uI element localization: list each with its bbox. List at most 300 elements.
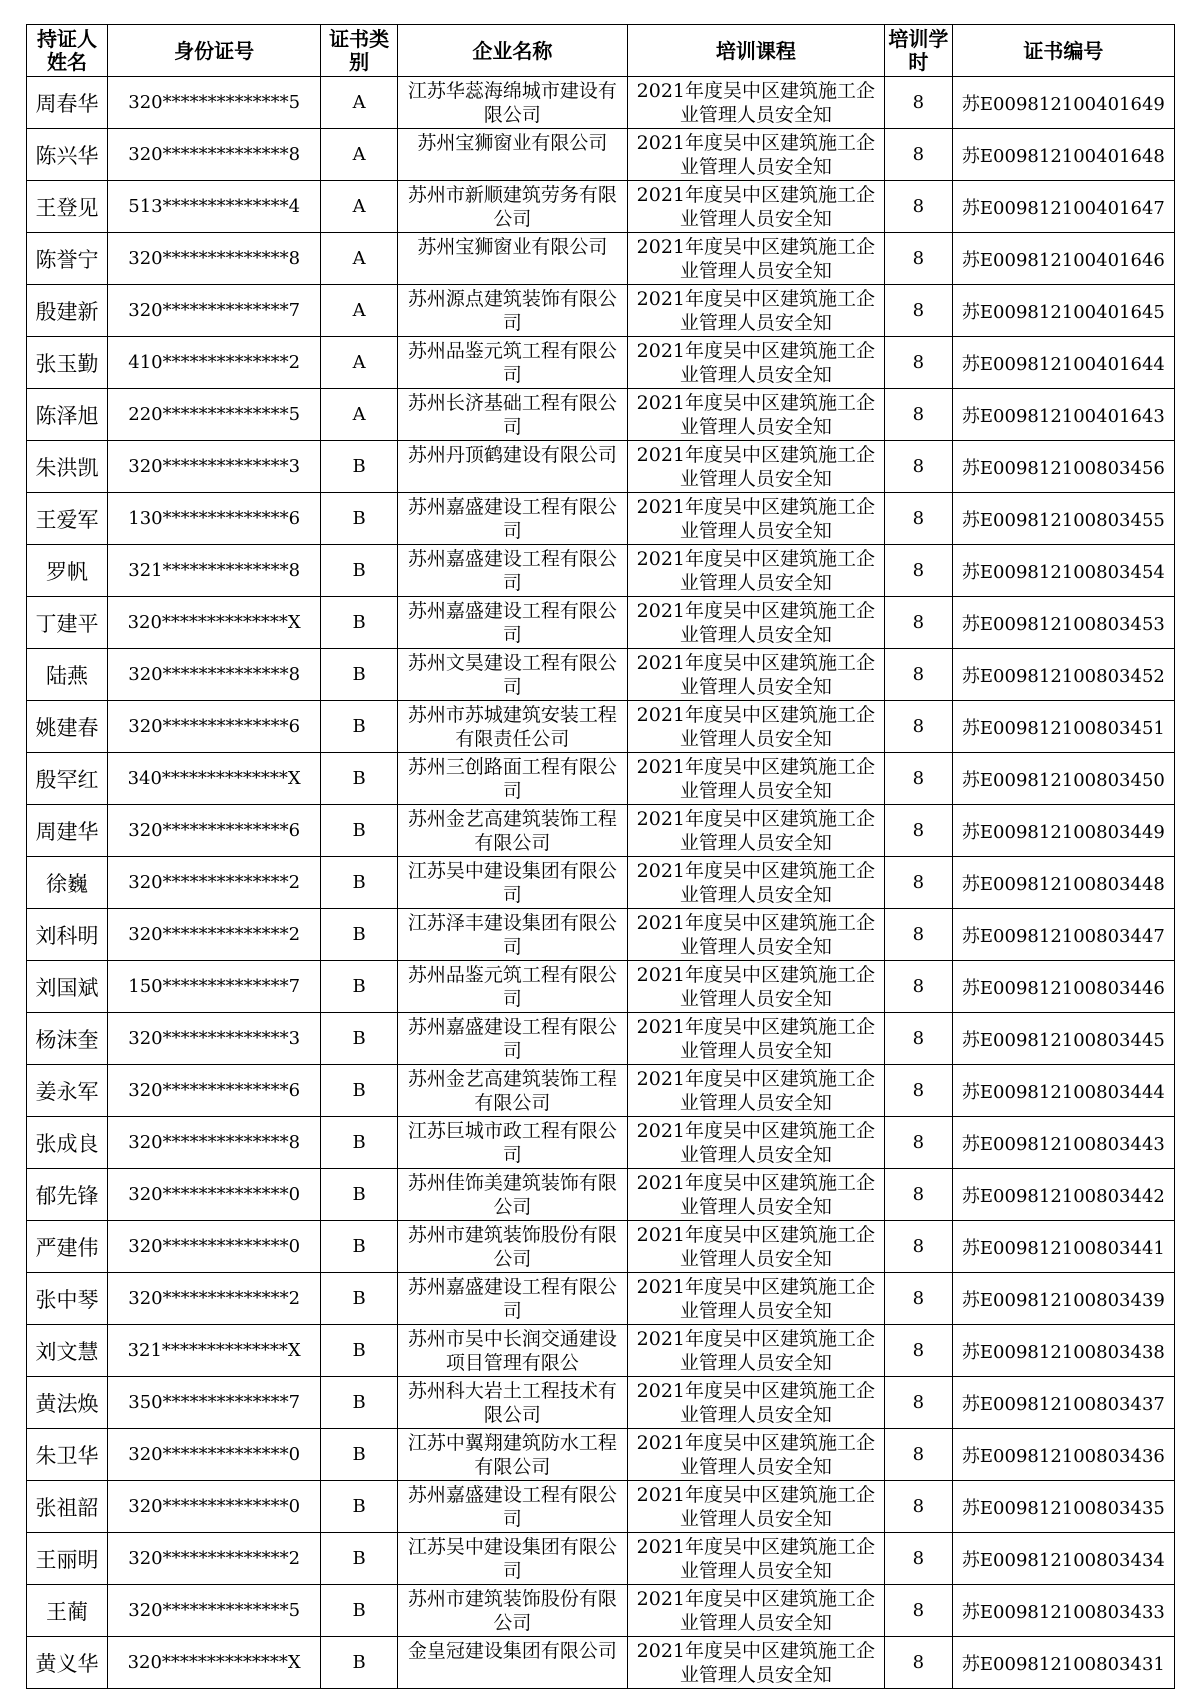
id-number-cell: 513**************4 bbox=[107, 181, 320, 233]
company-name-cell bbox=[397, 701, 627, 753]
id-number-cell: 320**************0 bbox=[107, 1221, 320, 1273]
course-cell-text: 2021年度吴中区建筑施工企业管理人员安全知 bbox=[636, 79, 876, 126]
course-cell-text: 2021年度吴中区建筑施工企业管理人员安全知 bbox=[636, 391, 876, 438]
holder-name-cell: 殷建新 bbox=[27, 285, 108, 337]
course-cell-text: 2021年度吴中区建筑施工企业管理人员安全知 bbox=[636, 1119, 876, 1166]
company-name-cell bbox=[397, 77, 627, 129]
course-cell bbox=[627, 233, 884, 285]
course-cell bbox=[627, 1325, 884, 1377]
id-number-cell: 320**************0 bbox=[107, 1169, 320, 1221]
id-number-cell: 320**************5 bbox=[107, 1585, 320, 1637]
holder-name-cell: 张成良 bbox=[27, 1117, 108, 1169]
company-name-cell-text: 苏州嘉盛建设工程有限公司 bbox=[407, 599, 617, 646]
company-name-cell-text: 苏州市吴中长润交通建设项目管理有限公 bbox=[407, 1327, 617, 1374]
course-cell-text: 2021年度吴中区建筑施工企业管理人员安全知 bbox=[636, 1639, 876, 1686]
company-name-cell bbox=[397, 649, 627, 701]
course-cell-text: 2021年度吴中区建筑施工企业管理人员安全知 bbox=[636, 963, 876, 1010]
company-name-cell-text: 苏州市建筑装饰股份有限公司 bbox=[407, 1223, 617, 1270]
course-cell-text: 2021年度吴中区建筑施工企业管理人员安全知 bbox=[636, 1223, 876, 1270]
table-row bbox=[27, 1065, 1175, 1117]
course-cell bbox=[627, 545, 884, 597]
category-cell: B bbox=[321, 909, 398, 961]
company-name-cell-text: 苏州品鉴元筑工程有限公司 bbox=[407, 339, 617, 386]
table-row bbox=[27, 1429, 1175, 1481]
company-name-cell bbox=[397, 545, 627, 597]
course-cell bbox=[627, 597, 884, 649]
company-name-cell-text: 苏州三创路面工程有限公司 bbox=[407, 755, 617, 802]
table-row bbox=[27, 1221, 1175, 1273]
company-name-cell bbox=[397, 753, 627, 805]
course-cell bbox=[627, 753, 884, 805]
hours-cell: 8 bbox=[884, 1429, 952, 1481]
company-name-cell bbox=[397, 1169, 627, 1221]
company-name-cell-text: 苏州金艺高建筑装饰工程有限公司 bbox=[407, 1067, 617, 1114]
course-cell-text: 2021年度吴中区建筑施工企业管理人员安全知 bbox=[636, 547, 876, 594]
hours-cell: 8 bbox=[884, 233, 952, 285]
category-cell: B bbox=[321, 1013, 398, 1065]
hours-cell: 8 bbox=[884, 285, 952, 337]
certificate-number-cell: 苏E009812100401647 bbox=[952, 181, 1174, 233]
course-cell-text: 2021年度吴中区建筑施工企业管理人员安全知 bbox=[636, 1483, 876, 1530]
company-name-cell bbox=[397, 337, 627, 389]
category-cell: B bbox=[321, 1377, 398, 1429]
course-cell bbox=[627, 1117, 884, 1169]
company-name-cell-text: 苏州丹顶鹤建设有限公司 bbox=[407, 443, 617, 466]
hours-cell: 8 bbox=[884, 857, 952, 909]
company-name-cell-text: 江苏吴中建设集团有限公司 bbox=[407, 859, 617, 906]
hours-cell: 8 bbox=[884, 1637, 952, 1689]
course-cell-text: 2021年度吴中区建筑施工企业管理人员安全知 bbox=[636, 703, 876, 750]
company-name-cell bbox=[397, 961, 627, 1013]
hours-cell: 8 bbox=[884, 129, 952, 181]
holder-name-cell: 姜永军 bbox=[27, 1065, 108, 1117]
course-cell-text: 2021年度吴中区建筑施工企业管理人员安全知 bbox=[636, 911, 876, 958]
hours-cell: 8 bbox=[884, 1117, 952, 1169]
company-name-cell-text: 江苏中翼翔建筑防水工程有限公司 bbox=[407, 1431, 617, 1478]
certificate-number-cell: 苏E009812100803433 bbox=[952, 1585, 1174, 1637]
certificate-number-cell: 苏E009812100803434 bbox=[952, 1533, 1174, 1585]
course-cell-text: 2021年度吴中区建筑施工企业管理人员安全知 bbox=[636, 1587, 876, 1634]
category-cell: B bbox=[321, 805, 398, 857]
header-id: 身份证号 bbox=[107, 25, 320, 77]
hours-cell: 8 bbox=[884, 1481, 952, 1533]
table-row bbox=[27, 597, 1175, 649]
company-name-cell-text: 苏州文昊建设工程有限公司 bbox=[407, 651, 617, 698]
course-cell-text: 2021年度吴中区建筑施工企业管理人员安全知 bbox=[636, 651, 876, 698]
table-row bbox=[27, 649, 1175, 701]
table-row bbox=[27, 441, 1175, 493]
holder-name-cell: 朱洪凯 bbox=[27, 441, 108, 493]
course-cell bbox=[627, 701, 884, 753]
company-name-cell bbox=[397, 1325, 627, 1377]
course-cell-text: 2021年度吴中区建筑施工企业管理人员安全知 bbox=[636, 287, 876, 334]
id-number-cell: 320**************6 bbox=[107, 1065, 320, 1117]
company-name-cell-text: 苏州市新顺建筑劳务有限公司 bbox=[407, 183, 617, 230]
table-row bbox=[27, 1273, 1175, 1325]
course-cell bbox=[627, 1585, 884, 1637]
course-cell-text: 2021年度吴中区建筑施工企业管理人员安全知 bbox=[636, 131, 876, 178]
category-cell: B bbox=[321, 1169, 398, 1221]
course-cell-text: 2021年度吴中区建筑施工企业管理人员安全知 bbox=[636, 1015, 876, 1062]
course-cell-text: 2021年度吴中区建筑施工企业管理人员安全知 bbox=[636, 1535, 876, 1582]
hours-cell: 8 bbox=[884, 1533, 952, 1585]
certificate-number-cell: 苏E009812100803451 bbox=[952, 701, 1174, 753]
company-name-cell bbox=[397, 1585, 627, 1637]
certificate-roster-table bbox=[26, 24, 1175, 1689]
category-cell: A bbox=[321, 77, 398, 129]
id-number-cell: 320**************0 bbox=[107, 1429, 320, 1481]
course-cell-text: 2021年度吴中区建筑施工企业管理人员安全知 bbox=[636, 235, 876, 282]
table-row bbox=[27, 701, 1175, 753]
course-cell bbox=[627, 337, 884, 389]
holder-name-cell: 张祖韶 bbox=[27, 1481, 108, 1533]
hours-cell: 8 bbox=[884, 545, 952, 597]
table-row bbox=[27, 493, 1175, 545]
holder-name-cell: 郁先锋 bbox=[27, 1169, 108, 1221]
certificate-number-cell: 苏E009812100803435 bbox=[952, 1481, 1174, 1533]
course-cell bbox=[627, 1637, 884, 1689]
table-row bbox=[27, 1481, 1175, 1533]
certificate-number-cell: 苏E009812100803456 bbox=[952, 441, 1174, 493]
id-number-cell: 320**************2 bbox=[107, 1273, 320, 1325]
course-cell bbox=[627, 441, 884, 493]
company-name-cell bbox=[397, 1013, 627, 1065]
header-course: 培训课程 bbox=[627, 25, 884, 77]
course-cell bbox=[627, 805, 884, 857]
table-row bbox=[27, 753, 1175, 805]
course-cell bbox=[627, 961, 884, 1013]
course-cell bbox=[627, 1429, 884, 1481]
category-cell: B bbox=[321, 597, 398, 649]
table-row bbox=[27, 337, 1175, 389]
table-row bbox=[27, 805, 1175, 857]
id-number-cell: 320**************8 bbox=[107, 649, 320, 701]
certificate-number-cell: 苏E009812100803446 bbox=[952, 961, 1174, 1013]
certificate-number-cell: 苏E009812100803443 bbox=[952, 1117, 1174, 1169]
hours-cell: 8 bbox=[884, 597, 952, 649]
id-number-cell: 320**************X bbox=[107, 597, 320, 649]
course-cell bbox=[627, 77, 884, 129]
table-row bbox=[27, 129, 1175, 181]
certificate-number-cell: 苏E009812100401643 bbox=[952, 389, 1174, 441]
certificate-number-cell: 苏E009812100803449 bbox=[952, 805, 1174, 857]
table-row bbox=[27, 285, 1175, 337]
course-cell bbox=[627, 1169, 884, 1221]
company-name-cell-text: 苏州市苏城建筑安装工程有限责任公司 bbox=[407, 703, 617, 750]
company-name-cell-text: 苏州宝狮窗业有限公司 bbox=[417, 131, 608, 154]
hours-cell: 8 bbox=[884, 1377, 952, 1429]
category-cell: B bbox=[321, 961, 398, 1013]
company-name-cell bbox=[397, 857, 627, 909]
certificate-number-cell: 苏E009812100803448 bbox=[952, 857, 1174, 909]
company-name-cell bbox=[397, 597, 627, 649]
hours-cell: 8 bbox=[884, 1273, 952, 1325]
holder-name-cell: 罗帆 bbox=[27, 545, 108, 597]
company-name-cell-text: 苏州源点建筑装饰有限公司 bbox=[407, 287, 617, 334]
course-cell bbox=[627, 1273, 884, 1325]
course-cell bbox=[627, 389, 884, 441]
hours-cell: 8 bbox=[884, 493, 952, 545]
course-cell-text: 2021年度吴中区建筑施工企业管理人员安全知 bbox=[636, 1171, 876, 1218]
course-cell-text: 2021年度吴中区建筑施工企业管理人员安全知 bbox=[636, 755, 876, 802]
id-number-cell: 340**************X bbox=[107, 753, 320, 805]
course-cell-text: 2021年度吴中区建筑施工企业管理人员安全知 bbox=[636, 339, 876, 386]
company-name-cell-text: 苏州佳饰美建筑装饰有限公司 bbox=[407, 1171, 617, 1218]
id-number-cell: 410**************2 bbox=[107, 337, 320, 389]
course-cell bbox=[627, 1221, 884, 1273]
table-row bbox=[27, 1377, 1175, 1429]
course-cell bbox=[627, 1065, 884, 1117]
id-number-cell: 320**************8 bbox=[107, 1117, 320, 1169]
holder-name-cell: 黄义华 bbox=[27, 1637, 108, 1689]
course-cell-text: 2021年度吴中区建筑施工企业管理人员安全知 bbox=[636, 1431, 876, 1478]
course-cell bbox=[627, 129, 884, 181]
company-name-cell-text: 苏州市建筑装饰股份有限公司 bbox=[407, 1587, 617, 1634]
table-row bbox=[27, 961, 1175, 1013]
certificate-number-cell: 苏E009812100803453 bbox=[952, 597, 1174, 649]
id-number-cell: 320**************6 bbox=[107, 701, 320, 753]
table-row bbox=[27, 545, 1175, 597]
course-cell-text: 2021年度吴中区建筑施工企业管理人员安全知 bbox=[636, 183, 876, 230]
hours-cell: 8 bbox=[884, 1585, 952, 1637]
id-number-cell: 320**************2 bbox=[107, 1533, 320, 1585]
certificate-number-cell: 苏E009812100803442 bbox=[952, 1169, 1174, 1221]
hours-cell: 8 bbox=[884, 77, 952, 129]
company-name-cell bbox=[397, 1533, 627, 1585]
table-body bbox=[27, 77, 1175, 1689]
category-cell: A bbox=[321, 233, 398, 285]
category-cell: B bbox=[321, 441, 398, 493]
course-cell-text: 2021年度吴中区建筑施工企业管理人员安全知 bbox=[636, 599, 876, 646]
table-row bbox=[27, 909, 1175, 961]
company-name-cell bbox=[397, 1377, 627, 1429]
course-cell bbox=[627, 285, 884, 337]
certificate-number-cell: 苏E009812100803455 bbox=[952, 493, 1174, 545]
holder-name-cell: 朱卫华 bbox=[27, 1429, 108, 1481]
hours-cell: 8 bbox=[884, 649, 952, 701]
company-name-cell bbox=[397, 909, 627, 961]
id-number-cell: 150**************7 bbox=[107, 961, 320, 1013]
category-cell: B bbox=[321, 1221, 398, 1273]
hours-cell: 8 bbox=[884, 441, 952, 493]
certificate-number-cell: 苏E009812100803438 bbox=[952, 1325, 1174, 1377]
holder-name-cell: 刘文慧 bbox=[27, 1325, 108, 1377]
company-name-cell-text: 苏州嘉盛建设工程有限公司 bbox=[407, 547, 617, 594]
company-name-cell bbox=[397, 389, 627, 441]
course-cell bbox=[627, 181, 884, 233]
category-cell: A bbox=[321, 337, 398, 389]
company-name-cell bbox=[397, 1273, 627, 1325]
company-name-cell-text: 江苏华蕊海绵城市建设有限公司 bbox=[407, 79, 617, 126]
category-cell: B bbox=[321, 701, 398, 753]
holder-name-cell: 陆燕 bbox=[27, 649, 108, 701]
holder-name-cell: 王丽明 bbox=[27, 1533, 108, 1585]
header-hours: 培训学时 bbox=[884, 25, 952, 77]
id-number-cell: 320**************0 bbox=[107, 1481, 320, 1533]
company-name-cell bbox=[397, 1065, 627, 1117]
category-cell: B bbox=[321, 1533, 398, 1585]
header-name: 持证人姓名 bbox=[27, 25, 108, 77]
holder-name-cell: 殷罕红 bbox=[27, 753, 108, 805]
category-cell: A bbox=[321, 129, 398, 181]
certificate-number-cell: 苏E009812100803431 bbox=[952, 1637, 1174, 1689]
header-category: 证书类别 bbox=[321, 25, 398, 77]
company-name-cell bbox=[397, 129, 627, 181]
category-cell: B bbox=[321, 1117, 398, 1169]
holder-name-cell: 黄法焕 bbox=[27, 1377, 108, 1429]
holder-name-cell: 陈誉宁 bbox=[27, 233, 108, 285]
id-number-cell: 320**************3 bbox=[107, 1013, 320, 1065]
certificate-number-cell: 苏E009812100803444 bbox=[952, 1065, 1174, 1117]
table-row bbox=[27, 857, 1175, 909]
company-name-cell-text: 苏州嘉盛建设工程有限公司 bbox=[407, 1275, 617, 1322]
id-number-cell: 320**************2 bbox=[107, 909, 320, 961]
company-name-cell bbox=[397, 1429, 627, 1481]
company-name-cell bbox=[397, 493, 627, 545]
course-cell-text: 2021年度吴中区建筑施工企业管理人员安全知 bbox=[636, 807, 876, 854]
course-cell bbox=[627, 857, 884, 909]
certificate-number-cell: 苏E009812100401644 bbox=[952, 337, 1174, 389]
course-cell-text: 2021年度吴中区建筑施工企业管理人员安全知 bbox=[636, 1275, 876, 1322]
table-row bbox=[27, 1169, 1175, 1221]
company-name-cell-text: 苏州嘉盛建设工程有限公司 bbox=[407, 1015, 617, 1062]
holder-name-cell: 周建华 bbox=[27, 805, 108, 857]
course-cell bbox=[627, 1533, 884, 1585]
company-name-cell bbox=[397, 181, 627, 233]
id-number-cell: 321**************X bbox=[107, 1325, 320, 1377]
company-name-cell-text: 苏州科大岩土工程技术有限公司 bbox=[407, 1379, 617, 1426]
company-name-cell bbox=[397, 441, 627, 493]
course-cell bbox=[627, 649, 884, 701]
certificate-number-cell: 苏E009812100401646 bbox=[952, 233, 1174, 285]
id-number-cell: 220**************5 bbox=[107, 389, 320, 441]
certificate-number-cell: 苏E009812100401648 bbox=[952, 129, 1174, 181]
category-cell: B bbox=[321, 1585, 398, 1637]
company-name-cell-text: 苏州宝狮窗业有限公司 bbox=[417, 235, 608, 258]
hours-cell: 8 bbox=[884, 389, 952, 441]
hours-cell: 8 bbox=[884, 1065, 952, 1117]
hours-cell: 8 bbox=[884, 337, 952, 389]
company-name-cell-text: 江苏巨城市政工程有限公司 bbox=[407, 1119, 617, 1166]
table-row bbox=[27, 1117, 1175, 1169]
certificate-number-cell: 苏E009812100401645 bbox=[952, 285, 1174, 337]
category-cell: B bbox=[321, 1429, 398, 1481]
company-name-cell-text: 苏州嘉盛建设工程有限公司 bbox=[407, 1483, 617, 1530]
course-cell bbox=[627, 909, 884, 961]
id-number-cell: 130**************6 bbox=[107, 493, 320, 545]
holder-name-cell: 陈泽旭 bbox=[27, 389, 108, 441]
course-cell-text: 2021年度吴中区建筑施工企业管理人员安全知 bbox=[636, 1067, 876, 1114]
id-number-cell: 320**************6 bbox=[107, 805, 320, 857]
holder-name-cell: 杨沫奎 bbox=[27, 1013, 108, 1065]
holder-name-cell: 王登见 bbox=[27, 181, 108, 233]
hours-cell: 8 bbox=[884, 1169, 952, 1221]
hours-cell: 8 bbox=[884, 1325, 952, 1377]
certificate-number-cell: 苏E009812100803436 bbox=[952, 1429, 1174, 1481]
course-cell-text: 2021年度吴中区建筑施工企业管理人员安全知 bbox=[636, 859, 876, 906]
holder-name-cell: 徐巍 bbox=[27, 857, 108, 909]
certificate-number-cell: 苏E009812100803439 bbox=[952, 1273, 1174, 1325]
category-cell: B bbox=[321, 753, 398, 805]
category-cell: B bbox=[321, 1065, 398, 1117]
company-name-cell bbox=[397, 1117, 627, 1169]
category-cell: B bbox=[321, 649, 398, 701]
category-cell: A bbox=[321, 181, 398, 233]
hours-cell: 8 bbox=[884, 181, 952, 233]
category-cell: B bbox=[321, 1481, 398, 1533]
company-name-cell bbox=[397, 1637, 627, 1689]
course-cell-text: 2021年度吴中区建筑施工企业管理人员安全知 bbox=[636, 495, 876, 542]
id-number-cell: 320**************5 bbox=[107, 77, 320, 129]
header-row bbox=[27, 25, 1175, 77]
holder-name-cell: 严建伟 bbox=[27, 1221, 108, 1273]
hours-cell: 8 bbox=[884, 701, 952, 753]
header-company: 企业名称 bbox=[397, 25, 627, 77]
hours-cell: 8 bbox=[884, 1221, 952, 1273]
holder-name-cell: 张中琴 bbox=[27, 1273, 108, 1325]
id-number-cell: 320**************2 bbox=[107, 857, 320, 909]
company-name-cell-text: 苏州金艺高建筑装饰工程有限公司 bbox=[407, 807, 617, 854]
course-cell-text: 2021年度吴中区建筑施工企业管理人员安全知 bbox=[636, 1379, 876, 1426]
id-number-cell: 320**************7 bbox=[107, 285, 320, 337]
id-number-cell: 321**************8 bbox=[107, 545, 320, 597]
category-cell: B bbox=[321, 1637, 398, 1689]
category-cell: B bbox=[321, 545, 398, 597]
header-cert: 证书编号 bbox=[952, 25, 1174, 77]
id-number-cell: 320**************3 bbox=[107, 441, 320, 493]
company-name-cell-text: 江苏吴中建设集团有限公司 bbox=[407, 1535, 617, 1582]
holder-name-cell: 王蔺 bbox=[27, 1585, 108, 1637]
certificate-number-cell: 苏E009812100401649 bbox=[952, 77, 1174, 129]
certificate-number-cell: 苏E009812100803452 bbox=[952, 649, 1174, 701]
id-number-cell: 320**************8 bbox=[107, 233, 320, 285]
category-cell: B bbox=[321, 493, 398, 545]
table-row bbox=[27, 1533, 1175, 1585]
table-row bbox=[27, 389, 1175, 441]
course-cell bbox=[627, 1013, 884, 1065]
company-name-cell bbox=[397, 285, 627, 337]
table-row bbox=[27, 181, 1175, 233]
hours-cell: 8 bbox=[884, 753, 952, 805]
certificate-number-cell: 苏E009812100803441 bbox=[952, 1221, 1174, 1273]
category-cell: A bbox=[321, 285, 398, 337]
course-cell bbox=[627, 493, 884, 545]
table-row bbox=[27, 233, 1175, 285]
table-row bbox=[27, 77, 1175, 129]
table-row bbox=[27, 1013, 1175, 1065]
holder-name-cell: 周春华 bbox=[27, 77, 108, 129]
table-row bbox=[27, 1637, 1175, 1689]
holder-name-cell: 丁建平 bbox=[27, 597, 108, 649]
hours-cell: 8 bbox=[884, 805, 952, 857]
certificate-number-cell: 苏E009812100803447 bbox=[952, 909, 1174, 961]
certificate-number-cell: 苏E009812100803454 bbox=[952, 545, 1174, 597]
id-number-cell: 320**************8 bbox=[107, 129, 320, 181]
company-name-cell bbox=[397, 233, 627, 285]
course-cell bbox=[627, 1481, 884, 1533]
course-cell bbox=[627, 1377, 884, 1429]
company-name-cell-text: 苏州嘉盛建设工程有限公司 bbox=[407, 495, 617, 542]
category-cell: B bbox=[321, 1325, 398, 1377]
table-row bbox=[27, 1585, 1175, 1637]
company-name-cell-text: 苏州品鉴元筑工程有限公司 bbox=[407, 963, 617, 1010]
course-cell-text: 2021年度吴中区建筑施工企业管理人员安全知 bbox=[636, 1327, 876, 1374]
certificate-number-cell: 苏E009812100803445 bbox=[952, 1013, 1174, 1065]
company-name-cell-text: 江苏泽丰建设集团有限公司 bbox=[407, 911, 617, 958]
category-cell: B bbox=[321, 1273, 398, 1325]
id-number-cell: 350**************7 bbox=[107, 1377, 320, 1429]
holder-name-cell: 刘国斌 bbox=[27, 961, 108, 1013]
